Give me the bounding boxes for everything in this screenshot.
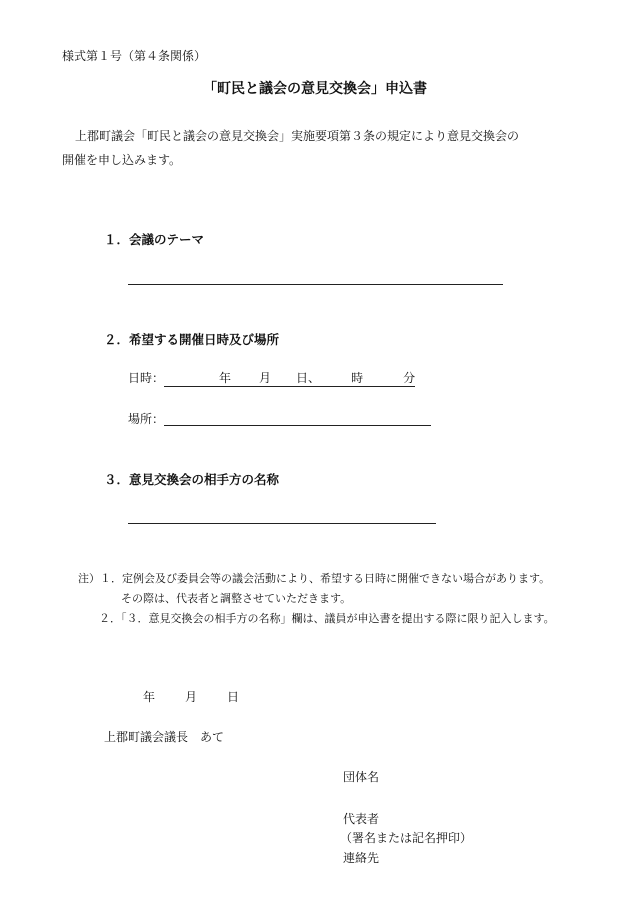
section-2-number: ２． (104, 332, 130, 347)
datetime-year: 年 (219, 371, 232, 385)
place-row (128, 410, 431, 427)
section-1-heading (104, 230, 204, 248)
intro-paragraph (62, 124, 577, 172)
submission-year: 年 (143, 690, 156, 704)
theme-input-line[interactable] (128, 284, 503, 285)
section-1-label: 会議のテーマ (129, 232, 205, 247)
section-2-label: 希望する開催日時及び場所 (129, 332, 280, 347)
section-2-heading (104, 330, 279, 348)
section-3-number: ３． (104, 472, 130, 487)
datetime-label: 日時： (128, 371, 165, 385)
addressee: 上郡町議会議長 あて (104, 730, 225, 744)
note-1-text: １．定例会及び委員会等の議会活動により、希望する日時に開催できない場合があります。 (100, 572, 551, 585)
submission-month: 月 (185, 690, 198, 704)
datetime-row (128, 369, 415, 387)
note-1-line-1 (78, 570, 550, 586)
contact-label: 連絡先 (343, 851, 380, 865)
section-1-number: １． (104, 232, 130, 247)
intro-line-1: 上郡町議会「町民と議会の意見交換会」実施要項第３条の規定により意見交換会の (75, 129, 520, 143)
group-name-label: 団体名 (343, 770, 380, 784)
section-3-heading (104, 470, 279, 488)
note-1-line-2: その際は、代表者と調整させていただきます。 (121, 592, 352, 605)
place-label: 場所： (128, 412, 165, 426)
note-prefix: 注） (78, 572, 100, 585)
signature-note: （署名または記名押印） (340, 831, 473, 845)
form-label: 様式第１号（第４条関係） (62, 49, 207, 63)
datetime-day: 日、 (296, 371, 321, 385)
submission-date (143, 688, 239, 705)
datetime-field[interactable] (164, 369, 415, 387)
page-title: 「町民と議会の意見交換会」申込書 (203, 81, 427, 97)
note-2: ２．「３．意見交換会の相手方の名称」欄は、議員が申込書を提出する際に限り記入します。 (99, 612, 555, 625)
place-field[interactable] (164, 411, 431, 426)
section-3-label: 意見交換会の相手方の名称 (129, 472, 280, 487)
datetime-month: 月 (259, 371, 272, 385)
submission-day: 日 (227, 690, 240, 704)
datetime-hour: 時 (351, 371, 364, 385)
intro-line-2: 開催を申し込みます。 (62, 153, 182, 167)
representative-label: 代表者 (343, 812, 380, 826)
counterpart-input-line[interactable] (128, 523, 436, 524)
datetime-minute: 分 (403, 371, 416, 385)
